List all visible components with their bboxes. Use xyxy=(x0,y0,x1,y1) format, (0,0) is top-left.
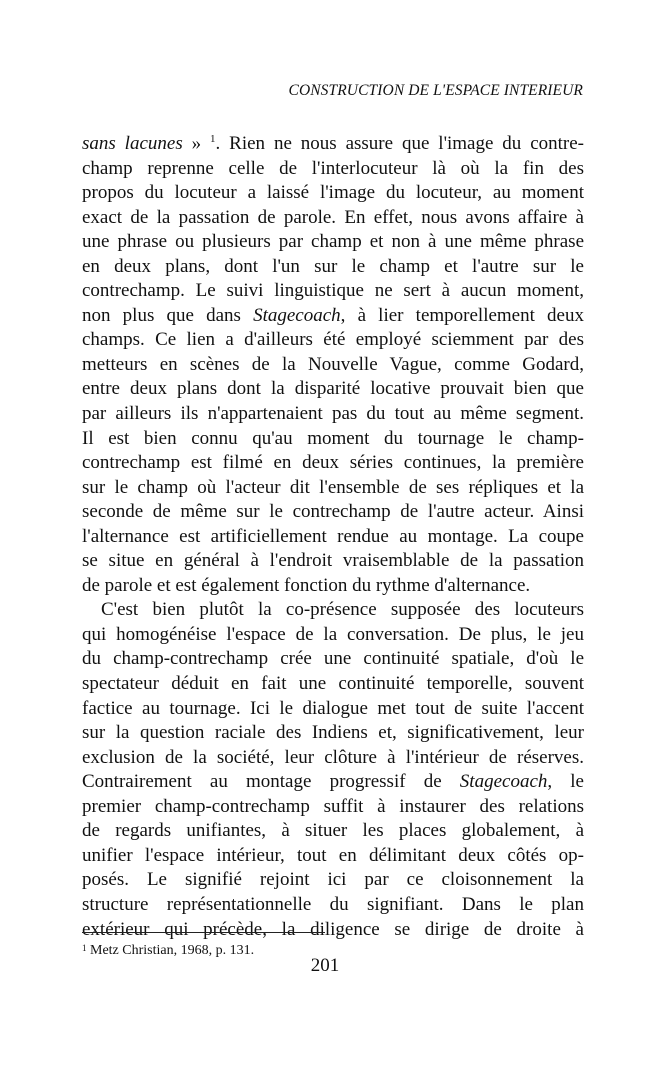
text-span: exact de la passation de parole. En effet, nous avons affaire à xyxy=(82,206,584,228)
text-span: du champ-contrechamp crée une continuité spatiale, d'où le xyxy=(82,648,584,670)
text-line xyxy=(82,770,584,795)
text-line xyxy=(82,451,584,476)
italic-text: Stagecoach xyxy=(253,304,341,326)
text-line xyxy=(82,819,584,844)
text-span: une phrase ou plusieurs par champ et non à une même phrase xyxy=(82,231,584,253)
text-span: non plus que dans xyxy=(82,304,254,326)
paragraph xyxy=(82,132,584,598)
footnote-reference: 1 xyxy=(210,133,216,145)
text-span: » xyxy=(182,133,211,154)
paragraph xyxy=(82,598,584,942)
text-line xyxy=(82,844,584,869)
text-span: l'alternance est artificiellement rendue au montage. La coupe xyxy=(82,525,584,547)
text-span: champs. Ce lien a d'ailleurs été employé sciemment par des xyxy=(82,329,584,351)
text-line xyxy=(82,672,584,697)
text-line xyxy=(82,746,584,771)
text-span: sur le champ où l'acteur dit l'ensemble de ses répliques et la xyxy=(82,476,584,498)
text-span: contrechamp est filmé en deux séries continues, la première xyxy=(82,452,584,474)
running-header: CONSTRUCTION DE L'ESPACE INTERIEUR xyxy=(288,82,583,99)
text-line xyxy=(82,795,584,820)
text-line xyxy=(82,427,584,452)
text-line xyxy=(82,402,584,427)
text-line xyxy=(82,549,584,574)
text-line xyxy=(82,230,584,255)
text-span: exclusion de la société, leur clôture à l'intérieur de réserves. xyxy=(82,746,584,768)
text-line xyxy=(82,623,584,648)
text-span: , le xyxy=(547,771,584,793)
footnote-rule xyxy=(82,932,325,933)
italic-text: sans lacunes xyxy=(82,133,183,154)
text-line xyxy=(82,868,584,893)
text-line xyxy=(82,132,584,157)
body-text xyxy=(82,132,584,942)
text-span: sur la question raciale des Indiens et, significativement, leur xyxy=(82,722,584,744)
footnote-text: Metz Christian, 1968, p. 131. xyxy=(86,943,255,958)
text-line xyxy=(82,574,584,599)
text-line xyxy=(82,500,584,525)
text-line xyxy=(82,697,584,722)
text-line xyxy=(82,255,584,280)
italic-text: Stagecoach xyxy=(459,771,548,793)
text-line xyxy=(82,525,584,550)
text-line xyxy=(82,721,584,746)
text-line xyxy=(82,647,584,672)
text-line xyxy=(82,279,584,304)
text-span: contrechamp. Le suivi linguistique ne sert à aucun moment, xyxy=(82,280,584,302)
text-span: factice au tournage. Ici le dialogue met tout de suite l'accent xyxy=(82,697,584,719)
text-span: C'est bien plutôt la co-présence supposée des locuteurs xyxy=(101,599,584,621)
text-span: de parole et est également fonction du rythme d'alternance. xyxy=(82,574,531,596)
text-line xyxy=(82,181,584,206)
page-number: 201 xyxy=(310,955,340,976)
text-span: premier champ-contrechamp suffit à instaurer des relations xyxy=(82,795,584,817)
text-span: . Rien ne nous assure que l'image du contre- xyxy=(215,133,585,154)
text-span: par ailleurs ils n'appartenaient pas du tout au même segment. xyxy=(82,403,584,425)
text-line xyxy=(82,206,584,231)
text-line xyxy=(82,377,584,402)
text-span: propos du locuteur a laissé l'image du locuteur, au moment xyxy=(82,182,584,204)
text-line xyxy=(82,598,584,623)
text-span: se situe en général à l'endroit vraisemblable de la passation xyxy=(82,550,584,572)
text-span: seconde de même sur le contrechamp de l'autre acteur. Ainsi xyxy=(82,501,584,523)
text-line xyxy=(82,893,584,918)
text-span: de regards unifiantes, à situer les places globalement, à xyxy=(82,820,584,842)
text-line xyxy=(82,157,584,182)
footnote-marker: 1 xyxy=(82,943,87,953)
text-line xyxy=(82,918,584,943)
text-span: entre deux plans dont la disparité locative prouvait bien que xyxy=(82,378,584,400)
text-span: unifier l'espace intérieur, tout en délimitant deux côtés op- xyxy=(82,844,584,866)
text-span: en deux plans, dont l'un sur le champ et l'autre sur le xyxy=(82,255,584,277)
text-span: structure représentationnelle du signifiant. Dans le plan xyxy=(82,893,584,915)
text-span: champ reprenne celle de l'interlocuteur là où la fin des xyxy=(82,157,584,179)
text-span: Contrairement au montage progressif de xyxy=(82,771,460,793)
text-span: qui homogénéise l'espace de la conversation. De plus, le jeu xyxy=(82,623,584,645)
text-span: Il est bien connu qu'au moment du tournage le champ- xyxy=(82,427,584,449)
text-line xyxy=(82,328,584,353)
text-span: , à lier temporellement deux xyxy=(340,304,584,326)
text-span: spectateur déduit en fait une continuité temporelle, souvent xyxy=(82,673,584,695)
text-span: extérieur qui précède, la diligence se dirige de droite à xyxy=(82,918,584,940)
text-span: metteurs en scènes de la Nouvelle Vague, comme Godard, xyxy=(82,353,584,375)
text-span: posés. Le signifié rejoint ici par ce cloisonnement la xyxy=(82,869,584,891)
text-line xyxy=(82,304,584,329)
text-line xyxy=(82,476,584,501)
text-line xyxy=(82,353,584,378)
